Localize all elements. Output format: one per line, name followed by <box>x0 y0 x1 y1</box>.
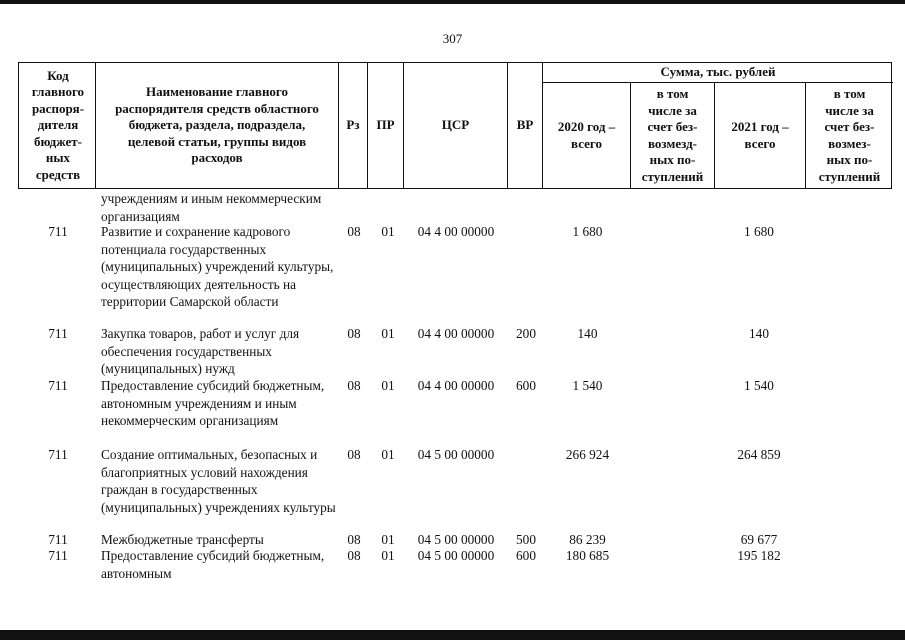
header-name: Наименование главного распорядителя средств областного бюджета, раздела, подраздела, целевой статьи, группы видов расходов <box>115 84 319 166</box>
csr-cell: 04 5 00 00000 <box>417 447 495 462</box>
header-pr: ПР <box>376 117 395 133</box>
sum-2021-cell: 195 182 <box>737 548 781 563</box>
rz-cell: 08 <box>347 326 361 341</box>
name-cell: Предоставление субсидий бюджетным, автономным <box>101 548 325 581</box>
sum-2020-cell: 180 685 <box>565 548 610 563</box>
sum-2021-cell: 1 680 <box>744 224 774 239</box>
bottom-border-rule <box>0 630 905 640</box>
pr-cell: 01 <box>381 224 395 239</box>
name-cell: Закупка товаров, работ и услуг для обеспечения государственных (муниципальных) нужд <box>101 326 300 377</box>
code-cell: 711 <box>48 224 68 239</box>
sum-2021-cell: 1 540 <box>744 378 774 393</box>
header-2020-total: 2020 год – всего <box>557 119 616 151</box>
sum-2020-cell: 266 924 <box>565 447 610 462</box>
name-cell: учреждениям и иным некоммерческим организациям <box>101 191 322 224</box>
top-border-rule <box>0 0 905 4</box>
header-vr: ВР <box>516 117 534 133</box>
divider <box>95 63 96 188</box>
csr-cell: 04 5 00 00000 <box>417 548 495 563</box>
pr-cell: 01 <box>381 447 395 462</box>
sum-2021-cell: 69 677 <box>740 532 778 547</box>
code-cell: 711 <box>48 548 68 563</box>
rz-cell: 08 <box>347 378 361 393</box>
rz-cell: 08 <box>347 224 361 239</box>
sum-2021-cell: 264 859 <box>737 447 781 462</box>
sum-2020-cell: 86 239 <box>569 532 606 547</box>
csr-cell: 04 4 00 00000 <box>417 224 495 239</box>
csr-cell: 04 5 00 00000 <box>417 532 495 547</box>
vr-cell: 600 <box>516 548 536 563</box>
header-2021-gratuitous: в том числе за счет без-возмез-ных по-ступлений <box>818 86 881 184</box>
header-csr: ЦСР <box>441 117 470 133</box>
vr-cell: 600 <box>516 378 536 393</box>
page-number: 307 <box>442 31 463 46</box>
pr-cell: 01 <box>381 378 395 393</box>
header-rz: Рз <box>346 117 360 133</box>
header-code: Код главного распоря-дителя бюджет-ных средств <box>31 67 85 182</box>
code-cell: 711 <box>48 326 68 341</box>
table-header <box>18 62 892 189</box>
rz-cell: 08 <box>347 532 361 547</box>
header-2021-total: 2021 год – всего <box>731 119 789 151</box>
vr-cell: 500 <box>516 532 536 547</box>
code-cell: 711 <box>48 447 68 462</box>
csr-cell: 04 4 00 00000 <box>417 378 495 393</box>
sum-2021-cell: 140 <box>749 326 769 341</box>
header-sum: Сумма, тыс. рублей <box>660 64 776 80</box>
pr-cell: 01 <box>381 548 395 563</box>
rz-cell: 08 <box>347 548 361 563</box>
name-cell: Межбюджетные трансферты <box>101 532 264 547</box>
pr-cell: 01 <box>381 532 395 547</box>
sum-2020-cell: 1 680 <box>572 224 603 239</box>
name-cell: Развитие и сохранение кадрового потенциала государственных (муниципальных) учреждений культуры, осуществляющих деятельность на территории Самарской области <box>101 224 334 310</box>
csr-cell: 04 4 00 00000 <box>417 326 495 341</box>
name-cell: Создание оптимальных, безопасных и благоприятных условий нахождения граждан в государственных (муниципальных) учреждениях культуры <box>101 447 336 515</box>
sum-2020-cell: 1 540 <box>572 378 603 393</box>
header-2020-gratuitous: в том числе за счет без-возмезд-ных по-ступлений <box>641 86 704 184</box>
pr-cell: 01 <box>381 326 395 341</box>
name-cell: Предоставление субсидий бюджетным, автономным учреждениям и иным некоммерческим организациям <box>101 378 325 429</box>
sum-2020-cell: 140 <box>577 326 598 341</box>
code-cell: 711 <box>48 532 68 547</box>
code-cell: 711 <box>48 378 68 393</box>
rz-cell: 08 <box>347 447 361 462</box>
vr-cell: 200 <box>516 326 536 341</box>
